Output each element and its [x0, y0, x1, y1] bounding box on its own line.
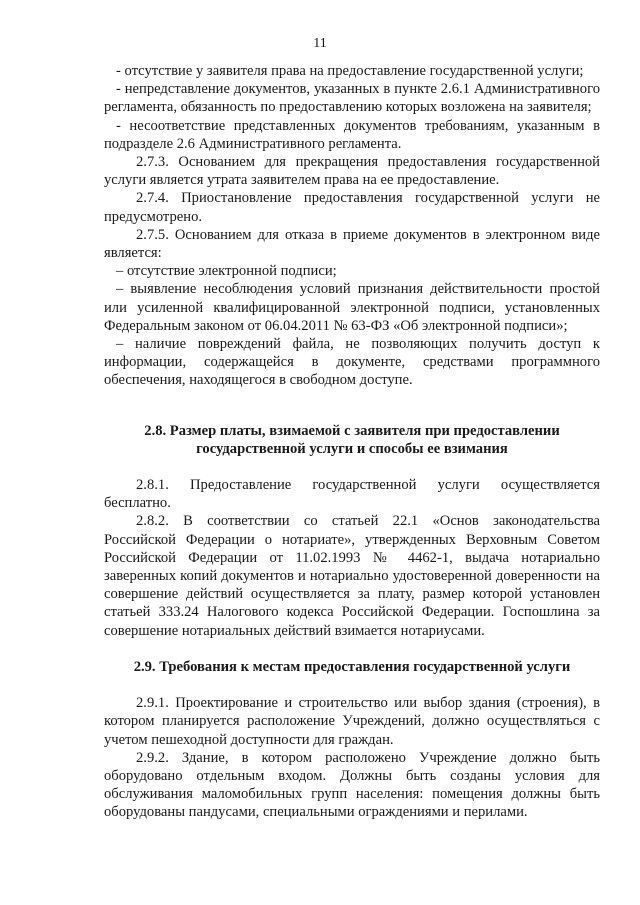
paragraph: 2.8.1. Предоставление государственной услуги осуществляется бесплатно. [104, 477, 600, 512]
list-item: – отсутствие электронной подписи; [116, 263, 337, 280]
paragraph: 2.8.2. В соответствии со статьей 22.1 «Основ законодательства Российской Федерации о нотариате», утвержденных Верховным Советом Российской Федерации от 11.02.1993 № 4462-1, выдача нотариально заверенных копий документов и нотариально удостоверенной доверенности на совершение действий осуществляется за плату, размер которой установлен статьей 333.24 Налогового кодекса Российской Федерации. Госпошлина за совершение нотариальных действий взимается нотариусами. [104, 513, 600, 639]
list-item: - несоответствие представленных документов требованиям, указанным в подразделе 2.6 Административного регламента. [104, 117, 600, 152]
page-number: 11 [313, 36, 327, 51]
paragraph: 2.7.4. Приостановление предоставления государственной услуги не предусмотрено. [104, 190, 600, 225]
list-item: – выявление несоблюдения условий признания действительности простой или усиленной квалифицированной электронной подписи, установленных Федеральным законом от 06.04.2011 № 63-ФЗ «Об электронной подписи»; [104, 281, 600, 334]
list-item: - отсутствие у заявителя права на предоставление государственной услуги; [116, 63, 584, 79]
list-item: – наличие повреждений файла, не позволяющих получить доступ к информации, содержащейся в документе, средствами программного обеспечения, находящегося в свободном доступе. [104, 336, 600, 389]
section-heading-2-8: 2.8. Размер платы, взимаемой с заявителя при предоставлении государственной услуги и способы ее взимания [144, 422, 560, 457]
paragraph: 2.9.1. Проектирование и строительство или выбор здания (строения), в котором планируется расположение Учреждений, должно осуществляться с учетом пешеходной доступности для граждан. [104, 695, 600, 748]
paragraph: 2.9.2. Здание, в котором расположено Учреждение должно быть оборудовано отдельным входом. Должны быть созданы условия для обслуживания маломобильных групп населения: помещения должны быть оборудованы пандусами, специальными ограждениями и перилами. [104, 749, 600, 821]
list-item: - непредставление документов, указанных в пункте 2.6.1 Административного регламента, обязанность по предоставлению которых возложена на заявителя; [104, 81, 600, 116]
section-heading-2-9: 2.9. Требования к местам предоставления государственной услуги [133, 658, 571, 675]
document-body [104, 62, 600, 822]
paragraph: 2.7.3. Основанием для прекращения предоставления государственной услуги является утрата заявителем права на ее предоставление. [104, 154, 600, 189]
paragraph: 2.7.5. Основанием для отказа в приеме документов в электронном виде является: [104, 226, 600, 262]
